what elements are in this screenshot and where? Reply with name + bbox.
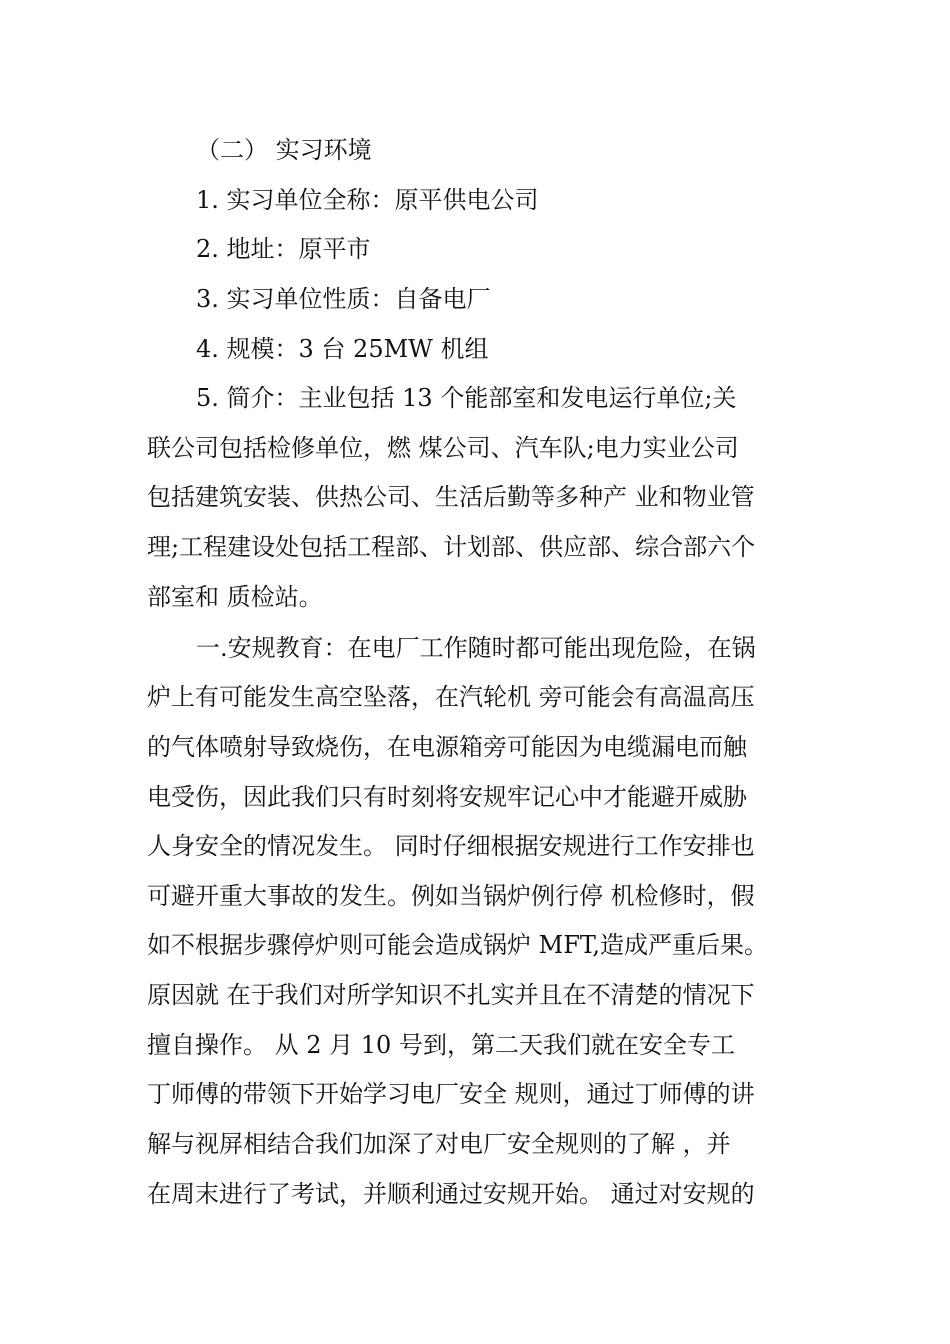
paragraph-line <box>0 628 950 668</box>
list-item <box>0 229 950 269</box>
paragraph-line <box>0 1174 950 1214</box>
text-line: 擅自操作。 从 2 月 10 号到，第二天我们就在安全专工 <box>147 1031 735 1059</box>
text-line: 可避开重大事故的发生。例如当锅炉例行停 机检修时，假 <box>147 882 755 910</box>
list-item <box>0 180 950 220</box>
paragraph-line <box>0 1074 950 1114</box>
text-line: 电受伤，因此我们只有时刻将安规牢记心中才能避开威胁 <box>147 783 747 811</box>
paragraph-line <box>0 777 950 817</box>
text-line: 解与视屏相结合我们加深了对电厂安全规则的了解 ，并 <box>147 1130 731 1158</box>
text-line: 联公司包括检修单位，燃 煤公司、汽车队;电力实业公司 <box>147 434 739 462</box>
paragraph-line <box>0 826 950 866</box>
text-line: 部室和 质检站。 <box>147 583 323 611</box>
list-item <box>0 279 950 319</box>
section-heading <box>0 130 950 170</box>
paragraph-line <box>0 925 950 965</box>
text-line: 在周末进行了考试，并顺利通过安规开始。 通过对安规的 <box>147 1180 755 1208</box>
text-line: 炉上有可能发生高空坠落，在汽轮机 旁可能会有高温高压 <box>147 683 755 711</box>
text-line: 4. 规模：3 台 25MW 机组 <box>196 335 489 363</box>
paragraph-line <box>0 876 950 916</box>
text-line: 如不根据步骤停炉则可能会造成锅炉 MFT,造成严重后果。 <box>147 931 768 959</box>
paragraph-line <box>0 727 950 767</box>
text-line: 人身安全的情况发生。 同时仔细根据安规进行工作安排也 <box>147 832 755 860</box>
paragraph-line <box>0 577 950 617</box>
paragraph-line <box>0 527 950 567</box>
text-line: 包括建筑安装、供热公司、生活后勤等多种产 业和物业管 <box>147 483 755 511</box>
text-line: 丁师傅的带领下开始学习电厂安全 规则，通过丁师傅的讲 <box>147 1080 755 1108</box>
paragraph-line <box>0 1124 950 1164</box>
text-line: （二） 实习环境 <box>196 136 372 164</box>
text-line: 2. 地址：原平市 <box>196 235 371 263</box>
text-line: 理;工程建设处包括工程部、计划部、供应部、综合部六个 <box>147 533 756 561</box>
text-line: 5. 简介：主业包括 13 个能部室和发电运行单位;关 <box>196 384 737 412</box>
text-line: 原因就 在于我们对所学知识不扎实并且在不清楚的情况下 <box>147 981 755 1009</box>
paragraph-line <box>0 975 950 1015</box>
paragraph-line <box>0 428 950 468</box>
paragraph-line <box>0 477 950 517</box>
text-line: 3. 实习单位性质：自备电厂 <box>196 285 491 313</box>
text-line: 的气体喷射导致烧伤，在电源箱旁可能因为电缆漏电而触 <box>147 733 747 761</box>
list-item <box>0 378 950 418</box>
paragraph-line <box>0 677 950 717</box>
text-line: 一.安规教育：在电厂工作随时都可能出现危险，在锅 <box>196 634 756 662</box>
paragraph-line <box>0 1025 950 1065</box>
text-line: 1. 实习单位全称：原平供电公司 <box>196 186 539 214</box>
list-item <box>0 329 950 369</box>
